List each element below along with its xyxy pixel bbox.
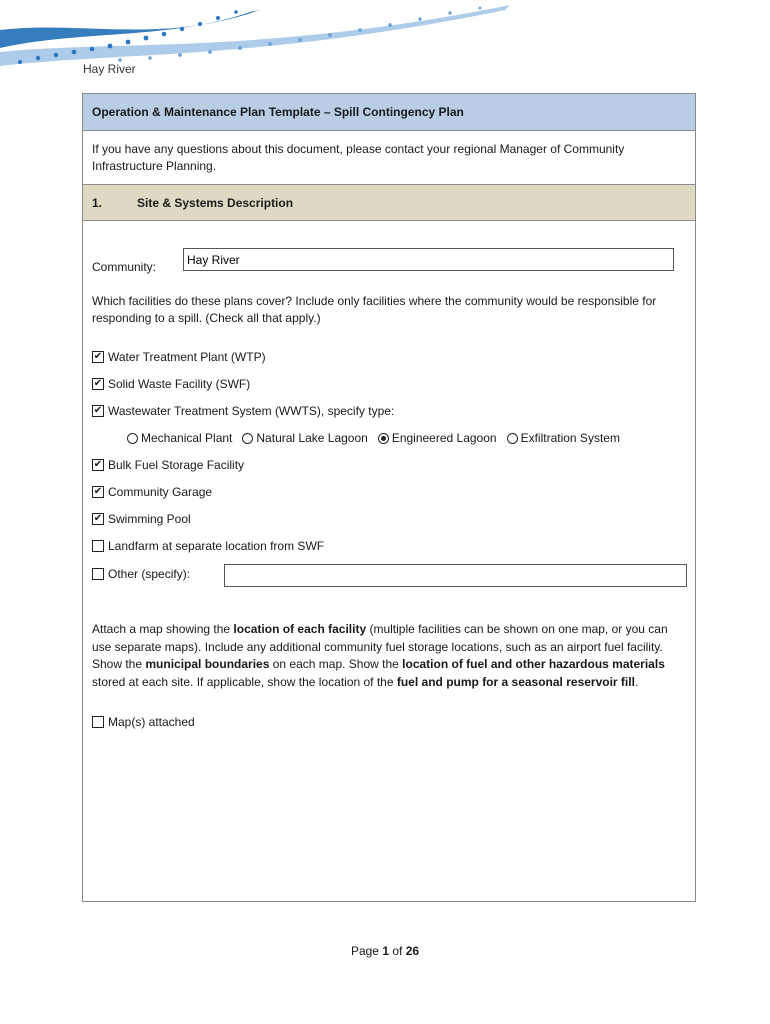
form-title: Operation & Maintenance Plan Template – Spill Contingency Plan: [83, 94, 695, 131]
checkbox-empty-icon[interactable]: [92, 568, 104, 580]
checkbox-checked-icon[interactable]: ✔: [93, 486, 103, 497]
facility-label: Swimming Pool: [108, 512, 191, 526]
facility-label: Landfarm at separate location from SWF: [108, 539, 325, 553]
instr-text: Attach a map showing the: [92, 622, 234, 636]
facility-bulk-fuel[interactable]: [92, 458, 244, 472]
community-input[interactable]: [183, 248, 674, 271]
facility-label: Solid Waste Facility (SWF): [108, 377, 251, 391]
facility-label: Wastewater Treatment System (WWTS), specify type:: [108, 404, 395, 418]
facility-label: Bulk Fuel Storage Facility: [108, 458, 245, 472]
instr-text: stored at each site. If applicable, show the location of the: [92, 674, 397, 689]
radio-selected-icon[interactable]: [378, 433, 389, 444]
header-wave-graphic: [0, 0, 520, 80]
map-attached-option[interactable]: [92, 715, 195, 729]
section-number: 1.: [92, 195, 103, 210]
section-title: Site & Systems Description: [137, 195, 294, 210]
spill-plan-form: [82, 93, 696, 902]
radio-label: Natural Lake Lagoon: [256, 431, 368, 445]
form-intro: If you have any questions about this document, please contact your regional Manager of Community Infrastructure Planning.: [92, 142, 625, 173]
radio-exfiltration-system[interactable]: [507, 431, 620, 445]
facility-other[interactable]: [92, 567, 190, 581]
facility-landfarm[interactable]: [92, 539, 324, 553]
page-current: 1: [382, 944, 389, 958]
facility-community-garage[interactable]: [92, 485, 212, 499]
facility-label: Other (specify):: [108, 567, 191, 581]
page-of: of: [389, 944, 406, 958]
page-footer: [0, 944, 770, 958]
facility-wtp[interactable]: [92, 350, 266, 364]
facility-swf[interactable]: [92, 377, 250, 391]
checkbox-checked-icon[interactable]: ✔: [93, 513, 103, 524]
facility-label: Water Treatment Plant (WTP): [108, 350, 266, 364]
instr-text: (multiple facilities can be shown on one map, or you can use separate maps). Include any additional community fuel storage locations, such as an airport fuel facility. Show the: [92, 622, 668, 671]
radio-label: Engineered Lagoon: [391, 431, 497, 445]
instr-bold: location of fuel and other hazardous materials: [402, 657, 665, 671]
wwts-type-radio-group: [127, 431, 620, 445]
radio-empty-icon[interactable]: [242, 433, 253, 444]
facility-wwts[interactable]: [92, 404, 394, 418]
instr-bold: location of each facility: [233, 622, 367, 636]
radio-engineered-lagoon[interactable]: [378, 431, 497, 445]
page-label: Page: [350, 944, 383, 958]
radio-mechanical-plant[interactable]: [127, 431, 232, 445]
instr-text: .: [634, 674, 639, 689]
facilities-question: Which facilities do these plans cover? Include only facilities where the community would be responsible for responding to a spill. (Check all that apply.): [92, 294, 657, 325]
checkbox-checked-icon[interactable]: ✔: [93, 459, 103, 470]
instr-bold: municipal boundaries: [145, 657, 270, 671]
checkbox-empty-icon[interactable]: [92, 716, 104, 728]
checkbox-checked-icon[interactable]: ✔: [93, 405, 103, 416]
radio-natural-lake-lagoon[interactable]: [242, 431, 367, 445]
radio-label: Exfiltration System: [520, 431, 620, 445]
map-attached-label: Map(s) attached: [108, 715, 195, 729]
community-label: Community:: [92, 260, 157, 274]
radio-empty-icon[interactable]: [127, 433, 138, 444]
section-header: [83, 184, 695, 221]
instr-bold: fuel and pump for a seasonal reservoir fill: [396, 674, 635, 689]
checkbox-checked-icon[interactable]: ✔: [93, 351, 103, 362]
checkbox-empty-icon[interactable]: [92, 540, 104, 552]
radio-label: Mechanical Plant: [141, 431, 233, 445]
instr-text: on each map. Show the: [269, 657, 403, 671]
facility-label: Community Garage: [108, 485, 213, 499]
page-total: 26: [405, 944, 420, 958]
checkbox-checked-icon[interactable]: ✔: [93, 378, 103, 389]
other-specify-input[interactable]: [224, 564, 687, 587]
facility-swimming-pool[interactable]: [92, 512, 191, 526]
radio-empty-icon[interactable]: [507, 433, 518, 444]
map-instructions: [92, 621, 682, 691]
header-community-name: Hay River: [83, 62, 136, 76]
